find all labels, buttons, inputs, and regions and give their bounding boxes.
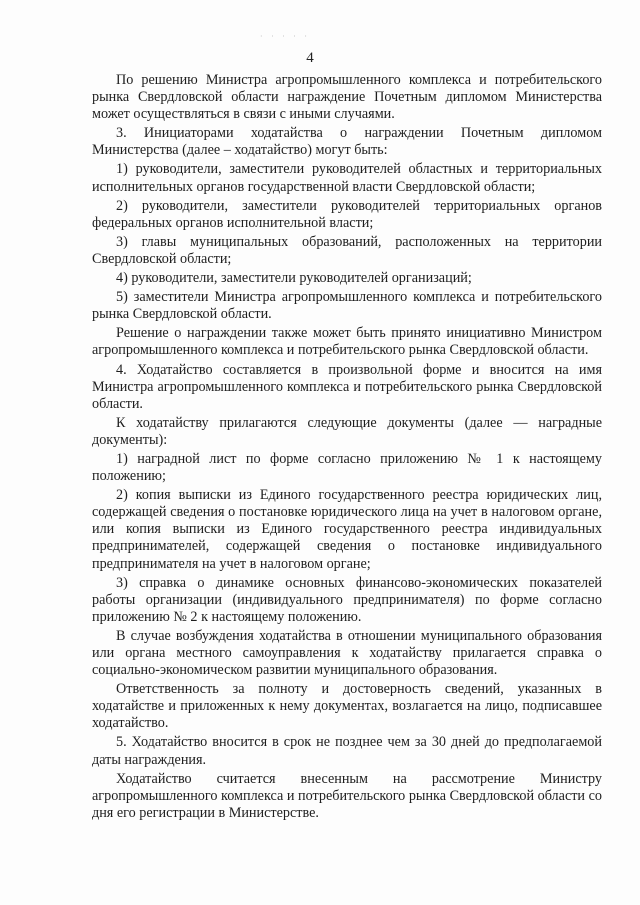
paragraph: В случае возбуждения ходатайства в отношении муниципального образования или органа местного самоуправления к ходатайству прилагается справка о социально-экономическом развитии муниципального образования.: [92, 627, 602, 679]
list-item: 2) копия выписки из Единого государственного реестра юридических лиц, содержащей сведения о постановке юридического лица на учет в налоговом органе, или копия выписки из Единого государственного реестра индивидуальных предпринимателей, содержащей сведения о постановке индивидуального предпринимателя на учет в налоговом органе;: [92, 487, 602, 572]
page-number: 4: [306, 50, 314, 66]
list-item: 4) руководители, заместители руководителей организаций;: [116, 270, 472, 287]
list-item: 2) руководители, заместители руководителей территориальных органов федеральных органов исполнительной власти;: [92, 197, 602, 231]
paragraph: Ходатайство считается внесенным на рассмотрение Министру агропромышленного комплекса и потребительского рынка Свердловской области со дня его регистрации в Министерстве.: [92, 770, 602, 821]
paragraph: 5. Ходатайство вносится в срок не позднее чем за 30 дней до предполагаемой даты награждения.: [92, 734, 602, 768]
list-item: 3) справка о динамике основных финансово-экономических показателей работы организации (индивидуального предпринимателя) по форме согласно приложению № 2 к настоящему положению.: [92, 574, 602, 625]
paragraph: По решению Министра агропромышленного комплекса и потребительского рынка Свердловской области награждение Почетным дипломом Министерства может осуществляться в связи с иными случаями.: [92, 72, 602, 123]
list-item: 5) заместители Министра агропромышленного комплекса и потребительского рынка Свердловской области.: [92, 289, 602, 323]
document-body: [92, 72, 602, 824]
paragraph: Ответственность за полноту и достоверность сведений, указанных в ходатайстве и приложенных к нему документах, возлагается на лицо, подписавшее ходатайство.: [92, 681, 602, 732]
list-item: 3) главы муниципальных образований, расположенных на территории Свердловской области;: [92, 233, 602, 267]
paragraph: 4. Ходатайство составляется в произвольной форме и вносится на имя Министра агропромышленного комплекса и потребительского рынка Свердловской области.: [92, 361, 602, 412]
paragraph: 3. Инициаторами ходатайства о награждении Почетным дипломом Министерства (далее – ходатайство) могут быть:: [92, 125, 602, 159]
scan-artifact: · · · · ·: [260, 32, 310, 41]
paragraph: Решение о награждении также может быть принято инициативно Министром агропромышленного комплекса и потребительского рынка Свердловской области.: [92, 325, 602, 359]
list-item: 1) наградной лист по форме согласно приложению № 1 к настоящему положению;: [92, 450, 602, 485]
paragraph: К ходатайству прилагаются следующие документы (далее — наградные документы):: [92, 414, 602, 448]
list-item: 1) руководители, заместители руководителей областных и территориальных исполнительных органов государственной власти Свердловской области;: [92, 161, 602, 195]
